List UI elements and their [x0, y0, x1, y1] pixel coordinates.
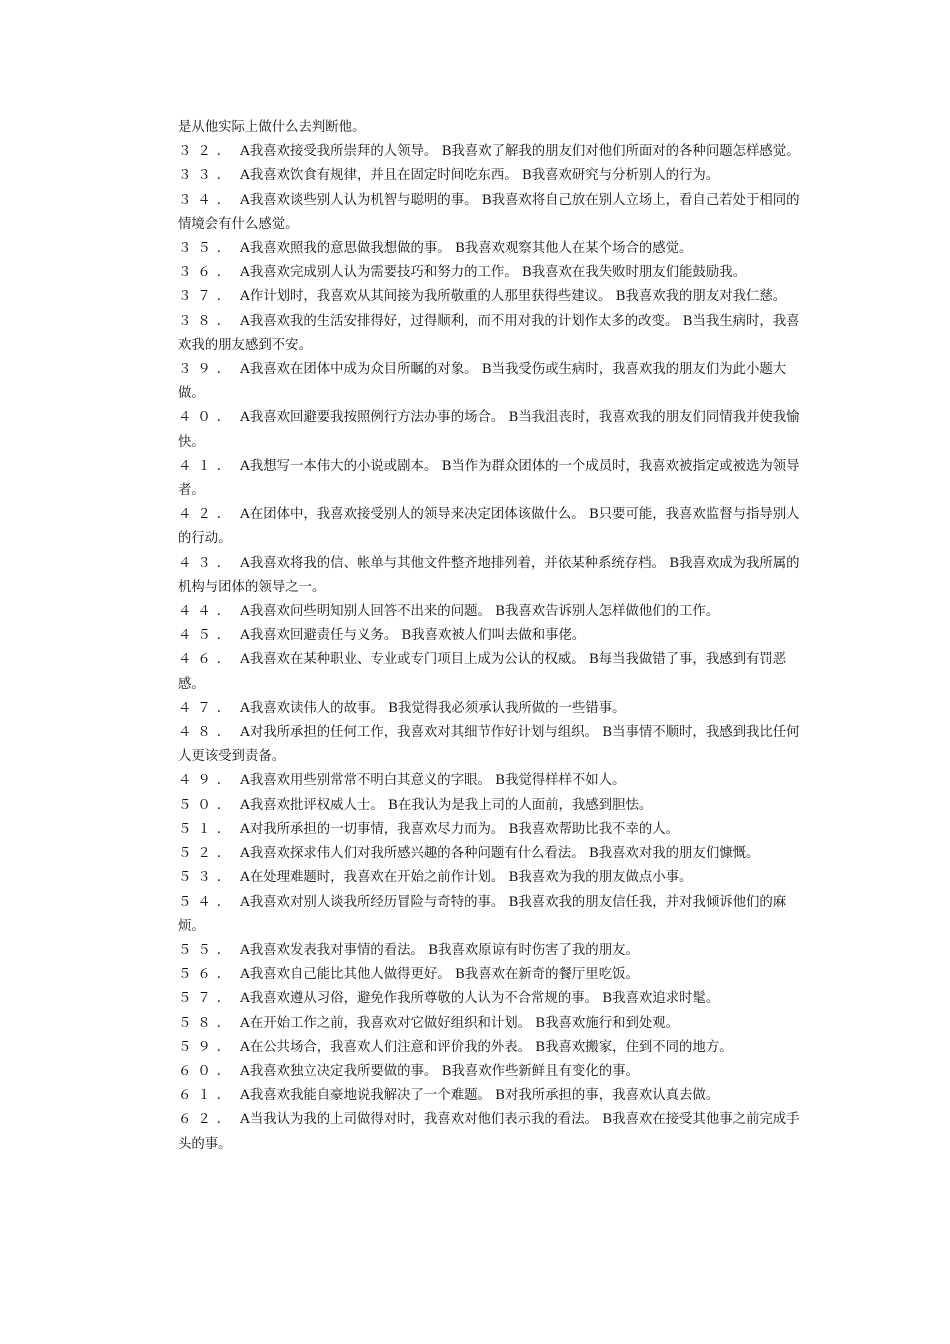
question-item: [178, 261, 812, 285]
question-text: A我喜欢照我的意思做我想做的事。 B我喜欢观察其他人在某个场合的感觉。: [240, 241, 693, 257]
question-item: [178, 939, 812, 963]
question-text: A我喜欢我的生活安排得好，过得顺利，而不用对我的计划作太多的改变。 B当我生病时，我喜欢我的朋友感到不安。: [178, 313, 800, 353]
question-number: ４４．: [178, 604, 237, 620]
question-number: ３３．: [178, 168, 237, 184]
question-text: A对我所承担的任何工作，我喜欢对其细节作好计划与组织。 B当事情不顺时，我感到我比任何人更该受到责备。: [178, 725, 800, 765]
question-text: A我喜欢探求伟人们对我所感兴趣的各种问题有什么看法。 B我喜欢对我的朋友们慷慨。: [240, 846, 760, 862]
question-text: A我喜欢饮食有规律，并且在固定时间吃东西。 B我喜欢研究与分析别人的行为。: [240, 168, 720, 184]
question-text: A在公共场合，我喜欢人们注意和评价我的外表。 B我喜欢搬家，住到不同的地方。: [240, 1039, 733, 1055]
question-number: ４３．: [178, 555, 237, 571]
question-number: ５９．: [178, 1039, 237, 1055]
question-number: ５３．: [178, 870, 237, 886]
question-text: A在处理难题时，我喜欢在开始之前作计划。 B我喜欢为我的朋友做点小事。: [240, 870, 693, 886]
question-text: A我喜欢接受我所崇拜的人领导。 B我喜欢了解我的朋友们对他们所面对的各种问题怎样感觉。: [240, 144, 800, 160]
question-item: [178, 721, 812, 769]
question-item: [178, 285, 812, 309]
question-text: A我喜欢遵从习俗，避免作我所尊敬的人认为不合常规的事。 B我喜欢追求时髦。: [240, 991, 720, 1007]
question-number: ５１．: [178, 821, 237, 837]
question-number: ６２．: [178, 1112, 237, 1128]
question-text: A我喜欢我能自豪地说我解决了一个难题。 B对我所承担的事，我喜欢认真去做。: [240, 1088, 720, 1104]
question-number: ５４．: [178, 894, 237, 910]
question-number: ６０．: [178, 1063, 237, 1079]
question-item: [178, 164, 812, 188]
question-number: ４０．: [178, 410, 237, 426]
question-item: [178, 406, 812, 454]
question-item: [178, 1084, 812, 1108]
question-number: ４５．: [178, 628, 237, 644]
question-item: [178, 310, 812, 358]
question-item: [178, 358, 812, 406]
question-number: ３５．: [178, 241, 237, 257]
question-number: ４２．: [178, 507, 237, 523]
question-number: ４９．: [178, 773, 237, 789]
question-item: [178, 648, 812, 696]
question-number: ３７．: [178, 289, 237, 305]
question-number: ３４．: [178, 192, 237, 208]
question-number: ３８．: [178, 313, 237, 329]
question-item: [178, 769, 812, 793]
question-text: 是从他实际上做什么去判断他。: [178, 120, 366, 135]
question-text: A我喜欢发表我对事情的看法。 B我喜欢原谅有时伤害了我的朋友。: [240, 942, 639, 958]
question-text: A我喜欢自己能比其他人做得更好。 B我喜欢在新奇的餐厅里吃饭。: [240, 967, 639, 983]
question-number: ３２．: [178, 144, 237, 160]
question-text: A作计划时，我喜欢从其间接为我所敬重的人那里获得些建议。 B我喜欢我的朋友对我仁慈。: [240, 289, 787, 305]
question-item: [178, 866, 812, 890]
question-text: A我喜欢谈些别人认为机智与聪明的事。 B我喜欢将自己放在别人立场上，看自己若处于相同的情境会有什么感觉。: [178, 192, 800, 232]
question-item: [178, 842, 812, 866]
question-item: [178, 189, 812, 237]
question-number: ４１．: [178, 458, 237, 474]
question-text: A我喜欢对别人谈我所经历冒险与奇特的事。 B我喜欢我的朋友信任我，并对我倾诉他们的麻烦。: [178, 894, 787, 934]
question-number: ５０．: [178, 797, 237, 813]
continued-item-text: [178, 116, 812, 140]
question-text: A我喜欢读伟人的故事。 B我觉得我必须承认我所做的一些错事。: [240, 700, 626, 716]
question-item: [178, 140, 812, 164]
question-text: A我想写一本伟大的小说或剧本。 B当作为群众团体的一个成员时，我喜欢被指定或被选为领导者。: [178, 458, 800, 499]
question-item: [178, 987, 812, 1011]
question-item: [178, 963, 812, 987]
question-text: A我喜欢独立决定我所要做的事。 B我喜欢作些新鲜且有变化的事。: [240, 1063, 639, 1079]
questionnaire-text: [178, 116, 812, 1157]
question-text: A我喜欢用些别常常不明白其意义的字眼。 B我觉得样样不如人。: [240, 773, 626, 789]
question-item: [178, 600, 812, 624]
question-number: ５２．: [178, 846, 237, 862]
question-text: A我喜欢在某种职业、专业或专门项目上成为公认的权威。 B每当我做错了事，我感到有罚恶感。: [178, 652, 787, 692]
question-number: ３９．: [178, 362, 237, 378]
question-item: [178, 697, 812, 721]
question-item: [178, 624, 812, 648]
question-number: ６１．: [178, 1088, 237, 1104]
question-text: A在团体中，我喜欢接受别人的领导来决定团体该做什么。 B只要可能，我喜欢监督与指导别人的行动。: [178, 507, 800, 547]
question-item: [178, 237, 812, 261]
question-number: ４６．: [178, 652, 237, 668]
question-number: ４８．: [178, 725, 237, 741]
question-number: ５６．: [178, 967, 237, 983]
question-text: A我喜欢在团体中成为众目所瞩的对象。 B当我受伤或生病时，我喜欢我的朋友们为此小题大做。: [178, 362, 787, 402]
question-number: ５５．: [178, 942, 237, 958]
question-item: [178, 891, 812, 939]
question-text: A我喜欢将我的信、帐单与其他文件整齐地排列着，并依某种系统存档。 B我喜欢成为我所属的机构与团体的领导之一。: [178, 555, 800, 595]
question-text: A我喜欢回避责任与义务。 B我喜欢被人们叫去做和事佬。: [240, 628, 586, 644]
question-item: [178, 818, 812, 842]
question-text: A当我认为我的上司做得对时，我喜欢对他们表示我的看法。 B我喜欢在接受其他事之前完成手头的事。: [178, 1112, 800, 1152]
question-item: [178, 503, 812, 551]
question-text: A我喜欢问些明知别人回答不出来的问题。 B我喜欢告诉别人怎样做他们的工作。: [240, 604, 720, 620]
question-text: A我喜欢批评权威人士。 B在我认为是我上司的人面前，我感到胆怯。: [240, 797, 653, 813]
question-number: ４７．: [178, 700, 237, 716]
question-text: A在开始工作之前，我喜欢对它做好组织和计划。 B我喜欢施行和到处观。: [240, 1015, 680, 1031]
question-number: ５７．: [178, 991, 237, 1007]
question-number: ３６．: [178, 265, 237, 281]
question-item: [178, 552, 812, 600]
question-number: ５８．: [178, 1015, 237, 1031]
question-item: [178, 1108, 812, 1156]
question-text: A我喜欢回避要我按照例行方法办事的场合。 B当我沮丧时，我喜欢我的朋友们同情我并使我愉快。: [178, 410, 800, 450]
question-text: A我喜欢完成别人认为需要技巧和努力的工作。 B我喜欢在我失败时朋友们能鼓励我。: [240, 265, 746, 281]
question-text: A对我所承担的一切事情，我喜欢尽力而为。 B我喜欢帮助比我不幸的人。: [240, 821, 680, 837]
question-item: [178, 1012, 812, 1036]
question-item: [178, 1060, 812, 1084]
question-item: [178, 1036, 812, 1060]
question-item: [178, 794, 812, 818]
question-item: [178, 455, 812, 503]
